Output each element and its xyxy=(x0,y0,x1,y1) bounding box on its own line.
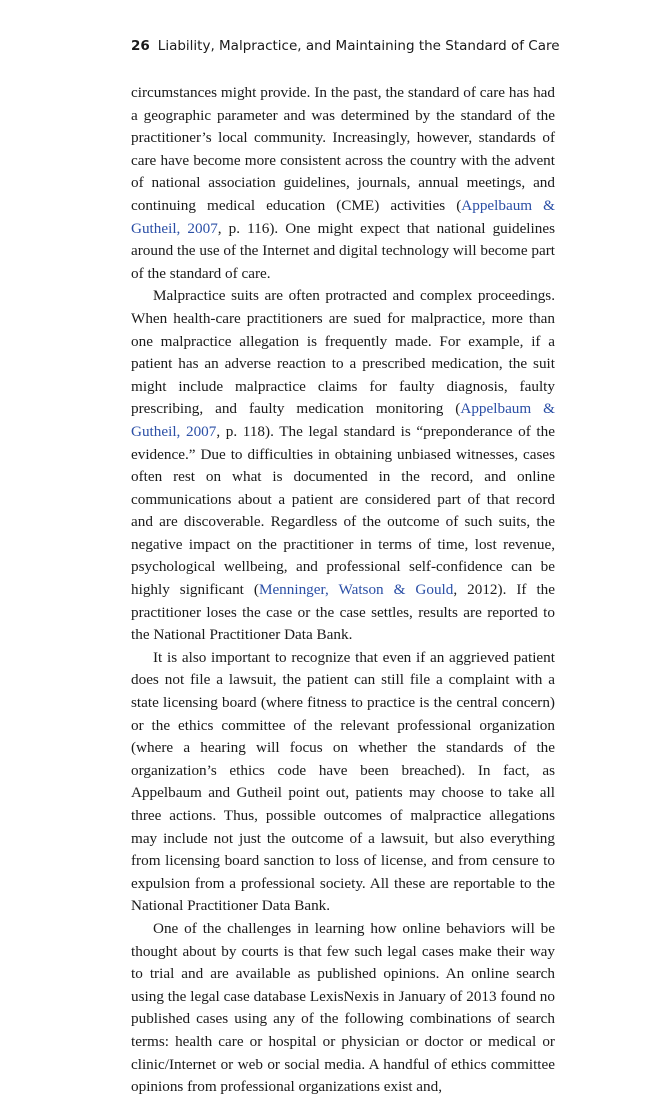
paragraph-text: , p. 116). One might expect that national guidelines around the use of the Internet and digital technology will become part of the standard of care. xyxy=(131,219,555,282)
citation-link[interactable]: Menninger, Watson & Gould xyxy=(258,581,454,599)
paragraph-2 xyxy=(131,285,555,647)
paragraph-text: circumstances might provide. In the past, the standard of care has had a geographic parameter and was determined by the standard of the practitioner’s local community. Increasingly, however, standards of care have become more consistent across the country with the advent of national association guidelines, journals, annual meetings, and continuing medical education (CME) activities ( xyxy=(131,84,555,214)
paragraph-text: , p. 118). The legal standard is “preponderance of the evidence.” Due to difficulties in obtaining unbiased witnesses, cases often rest on what is documented in the record, and online communications about a patient are considered part of that record and are discoverable. Regardless of the outcome of such suits, the negative impact on the practitioner in terms of time, lost revenue, psychological wellbeing, and professional self-confidence can be highly significant ( xyxy=(131,422,555,599)
running-head xyxy=(131,38,560,60)
paragraph-text: Malpractice suits are often protracted and complex proceedings. When health-care practitioners are sued for malpractice, more than one malpractice allegation is frequently made. For example, if a patient has an adverse reaction to a prescribed medication, the suit might include malpractice claims for faulty diagnosis, faulty prescribing, and faulty medication monitoring ( xyxy=(131,287,555,418)
paragraph-1 xyxy=(131,82,555,285)
book-page xyxy=(131,38,560,1099)
paragraph-3: It is also important to recognize that even if an aggrieved patient does not file a lawsuit, the patient can still file a complaint with a state licensing board (where fitness to practice is the central concern) or the ethics committee of the relevant professional organization (where a hearing will focus on whether the standards of the organization’s ethics code have been breached). In fact, as Appelbaum and Gutheil point out, patients may choose to take all three actions. Thus, possible outcomes of malpractice allegations may include not just the outcome of a lawsuit, but also everything from licensing board sanction to loss of license, and from censure to expulsion from a professional society. All these are reportable to the National Practitioner Data Bank. xyxy=(131,648,555,915)
body-text xyxy=(131,82,555,1099)
chapter-title: Liability, Malpractice, and Maintaining the Standard of Care xyxy=(157,38,560,54)
paragraph-text: , 2012). If the practitioner loses the case or the case settles, results are reported to the National Practitioner Data Bank. xyxy=(131,581,555,644)
page-number: 26 xyxy=(131,38,150,54)
citation-link[interactable]: Appelbaum & Gutheil, 2007 xyxy=(131,196,555,237)
citation-link[interactable]: Appelbaum & Gutheil, 2007 xyxy=(131,400,555,440)
paragraph-4: One of the challenges in learning how online behaviors will be thought about by courts is that few such legal cases make their way to trial and are available as published opinions. An online search using the legal case database LexisNexis in January of 2013 found no published cases using any of the following combinations of search terms: health care or hospital or physician or doctor or medical or clinic/Internet or web or social media. A handful of ethics committee opinions from professional organizations exist and, xyxy=(131,919,555,1096)
